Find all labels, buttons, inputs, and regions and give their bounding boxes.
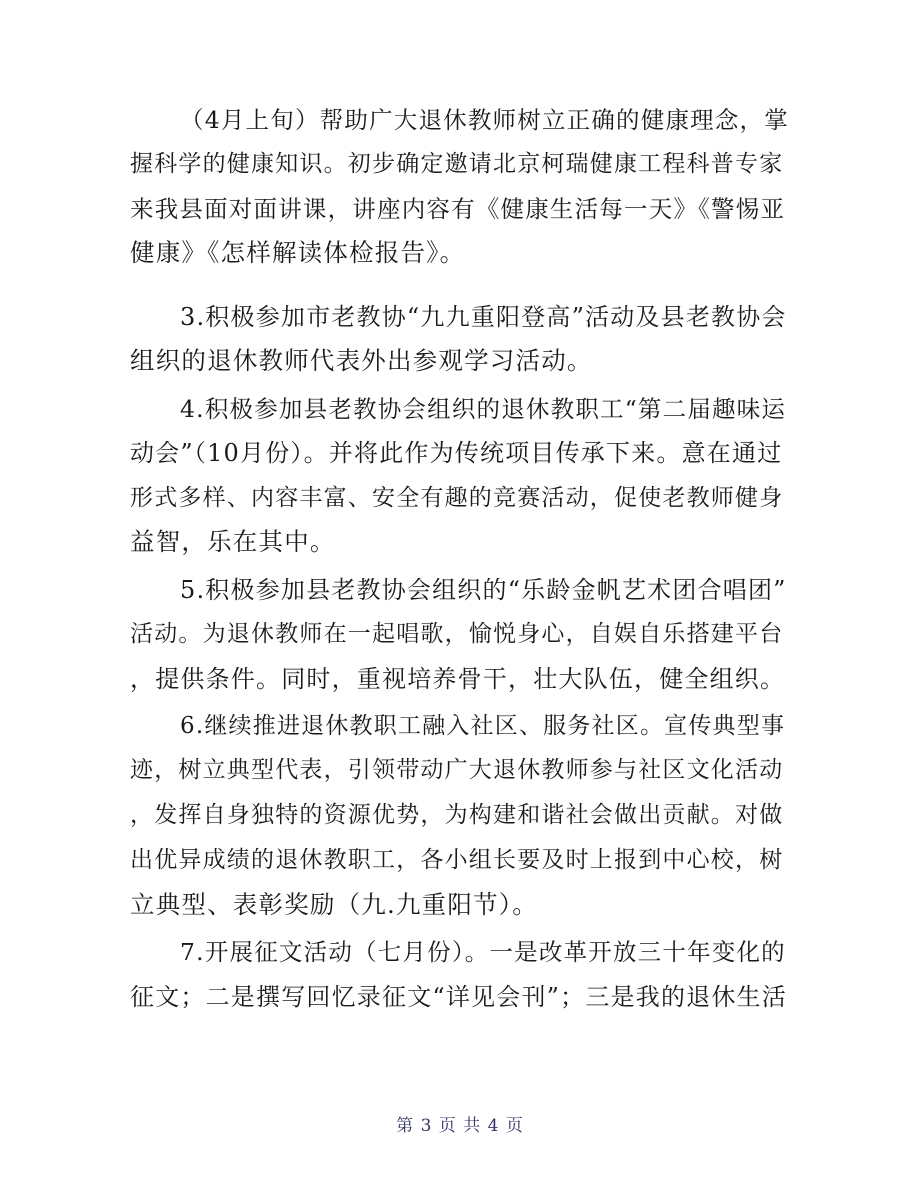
text-line: 迹，树立典型代表，引领带动广大退休教师参与社区文化活动: [130, 757, 784, 783]
text-line: 出优异成绩的退休教职工，各小组长要及时上报到中心校，树: [130, 847, 784, 873]
text-line: 7.开展征文活动（七月份）。一是改革开放三十年变化的: [180, 938, 786, 966]
text-line: 形式多样、内容丰富、安全有趣的竞赛活动，促使老教师健身: [130, 485, 784, 511]
text-line: 健康》《怎样解读体检报告》。: [130, 238, 466, 267]
text-line: ，提供条件。同时，重视培养骨干，壮大队伍，健全组织。: [130, 665, 786, 693]
text-line: 4.积极参加县老教协会组织的退休教职工“第二届趣味运: [180, 395, 787, 423]
text-line: 来我县面对面讲课，讲座内容有《健康生活每一天》《警惕亚: [130, 195, 786, 223]
text-line: 益智，乐在其中。: [130, 527, 336, 556]
text-line: 握科学的健康知识。初步确定邀请北京柯瑞健康工程科普专家: [130, 151, 784, 177]
text-line: 6.继续推进退休教职工融入社区、服务社区。宣传典型事: [180, 713, 786, 739]
text-line: （4月上旬）帮助广大退休教师树立正确的健康理念，掌: [180, 106, 789, 134]
text-line: 动会”（10月份）。并将此作为传统项目传承下来。意在通过: [130, 439, 783, 467]
text-line: 征文；二是撰写回忆录征文“详见会刊”；三是我的退休生活: [130, 983, 787, 1011]
text-line: ，发挥自身独特的资源优势，为构建和谐社会做出贡献。对做: [130, 802, 784, 828]
page-footer: 第 3 页 共 4 页: [396, 1116, 524, 1136]
text-line: 5.积极参加县老教协会组织的“乐龄金帆艺术团合唱团”: [180, 576, 787, 604]
text-line: 活动。为退休教师在一起唱歌，愉悦身心，自娱自乐搭建平台: [130, 621, 784, 647]
text-line: 组织的退休教师代表外出参观学习活动。: [130, 346, 593, 375]
text-line: 3.积极参加市老教协“九九重阳登高”活动及县老教协会: [180, 303, 787, 331]
text-line: 立典型、表彰奖励（九.九重阳节）。: [130, 890, 538, 919]
